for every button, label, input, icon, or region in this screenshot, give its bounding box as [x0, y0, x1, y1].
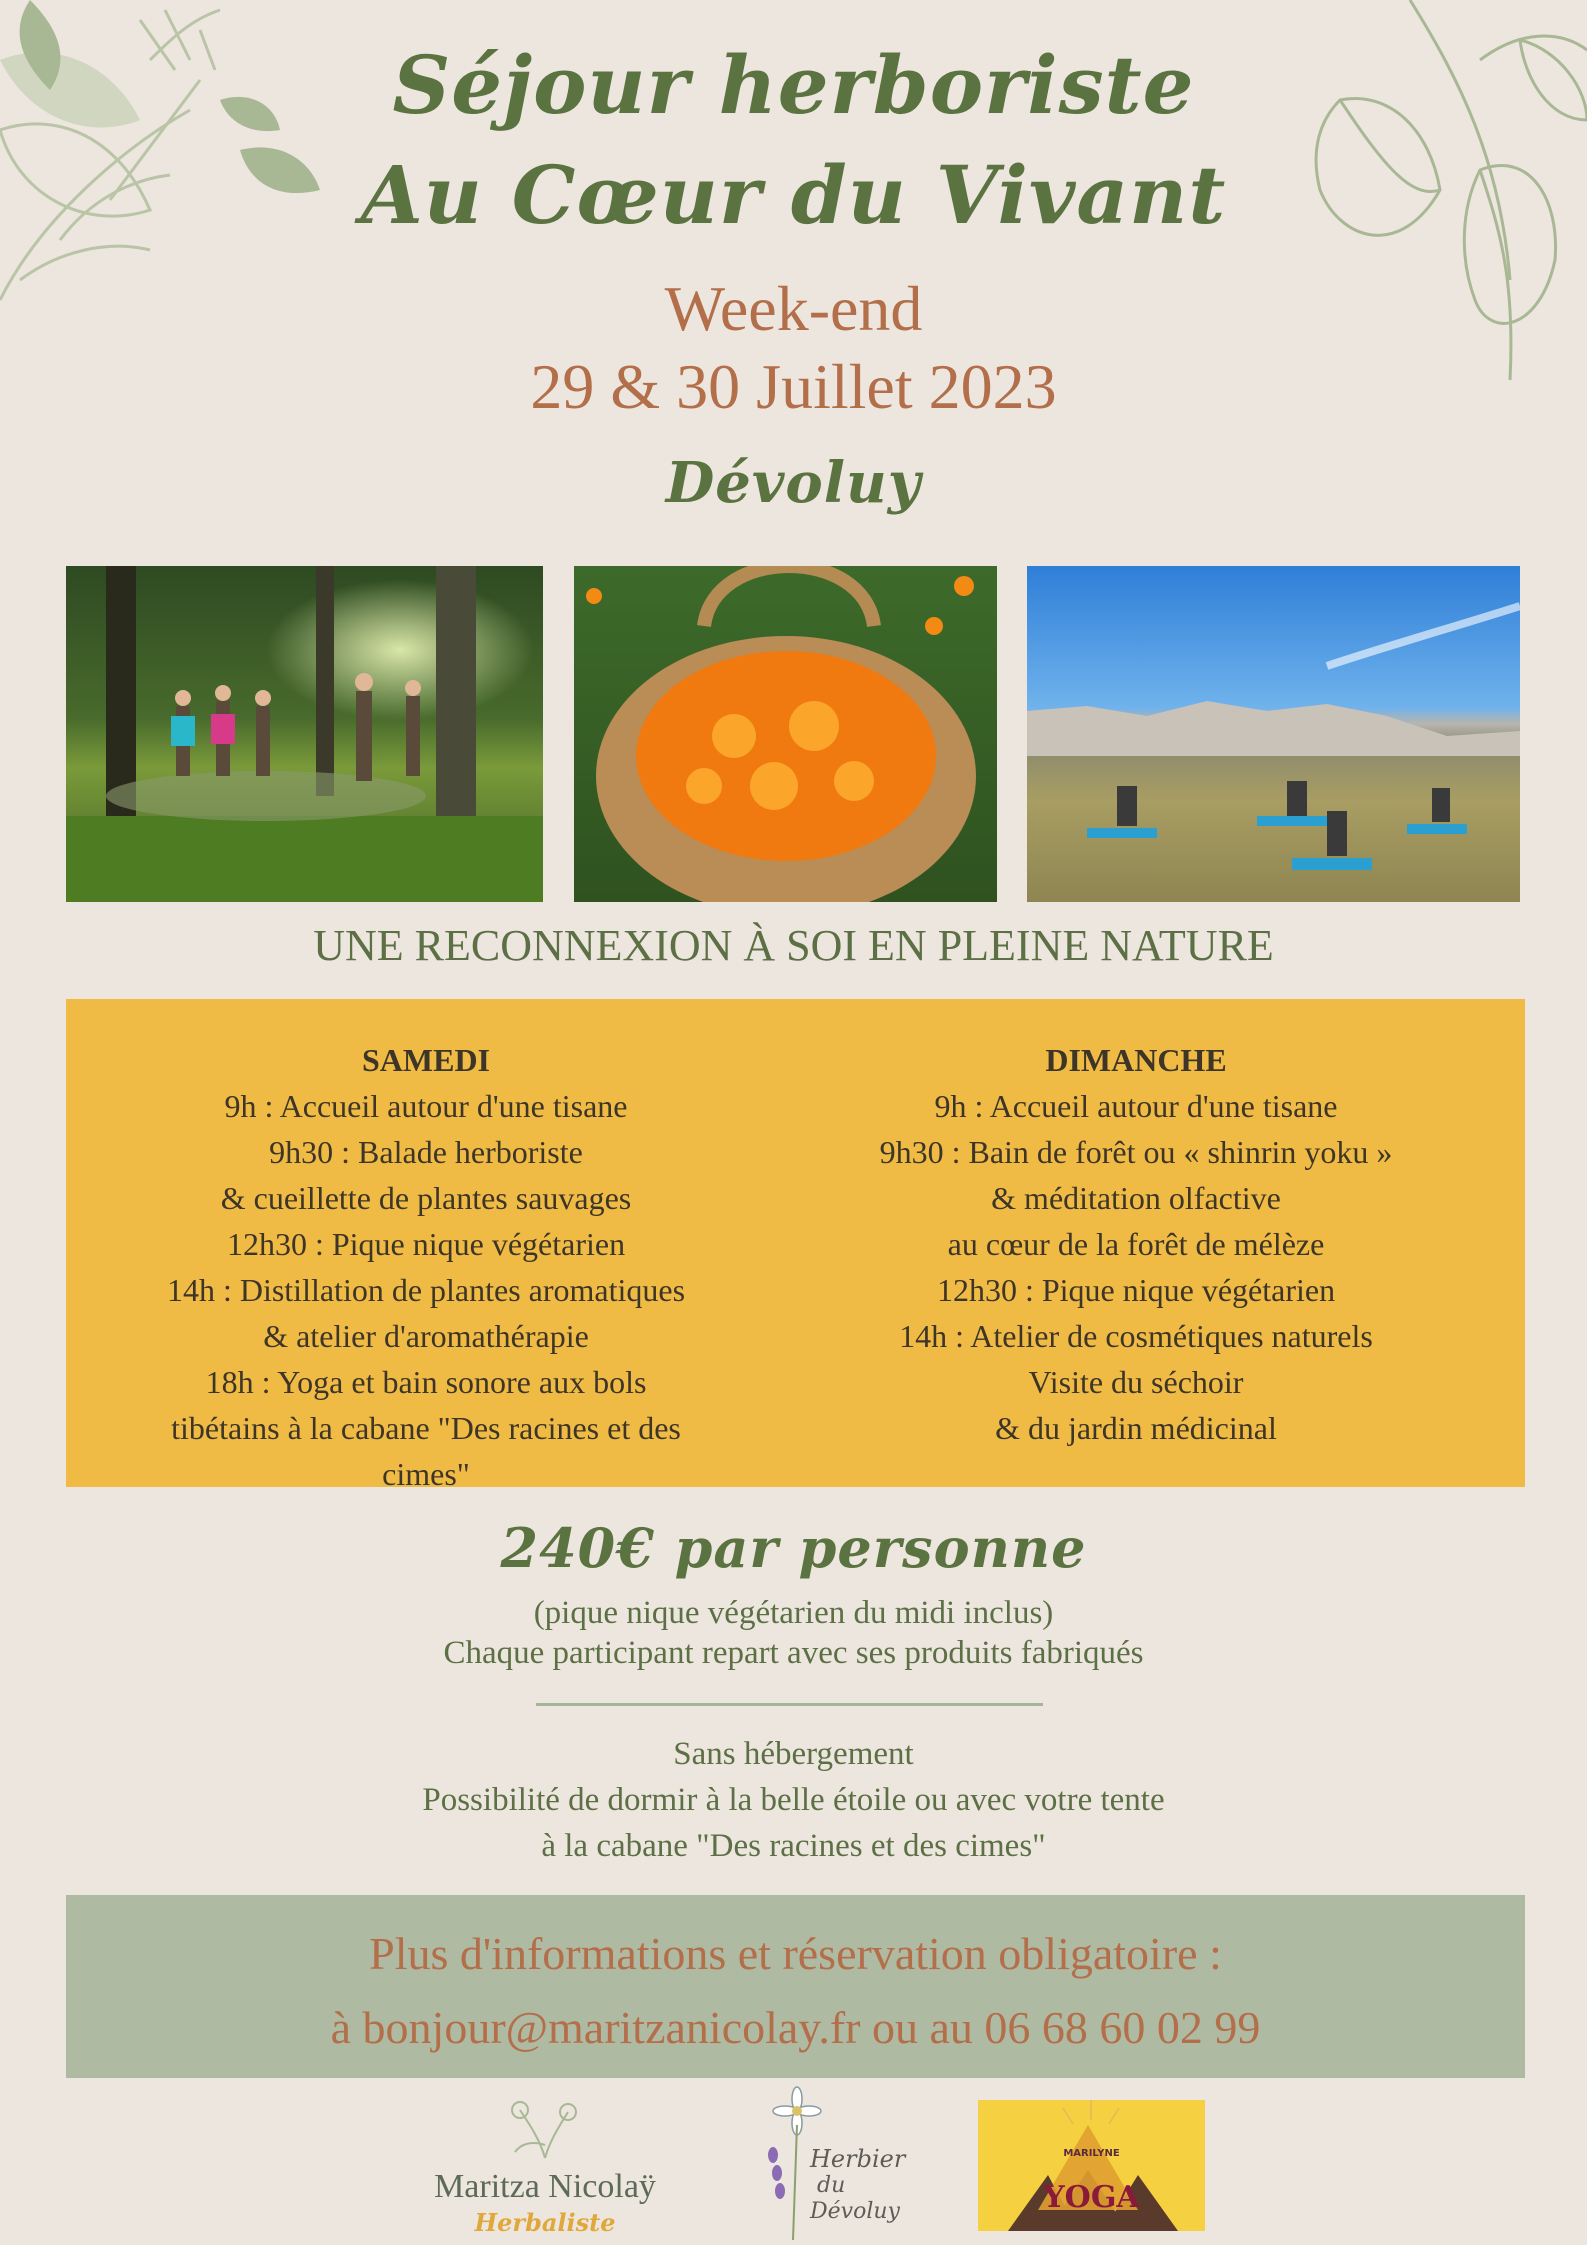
photo-calendula-basket — [574, 566, 997, 902]
yoga-top-label: MARILYNE — [1063, 2148, 1120, 2159]
program-box — [66, 999, 1525, 1492]
sunday-line: & méditation olfactive — [991, 1180, 1281, 1216]
saturday-line: & atelier d'aromathérapie — [263, 1318, 589, 1354]
event-date: 29 & 30 Juillet 2023 — [530, 351, 1057, 422]
saturday-line: & cueillette de plantes sauvages — [220, 1180, 632, 1216]
saturday-line: 9h30 : Balade herboriste — [269, 1134, 583, 1170]
sunday-line: & du jardin médicinal — [995, 1410, 1277, 1446]
yoga-main-label: YOGA — [1043, 2180, 1140, 2215]
sunday-heading: DIMANCHE — [1045, 1042, 1227, 1078]
price: 240€ par personne — [500, 1516, 1087, 1580]
tagline: UNE RECONNEXION À SOI EN PLEINE NATURE — [313, 921, 1274, 970]
lodging-line-3: à la cabane "Des racines et des cimes" — [541, 1828, 1046, 1864]
mountain-illustration — [1027, 566, 1520, 902]
saturday-line: 9h : Accueil autour d'une tisane — [224, 1088, 628, 1124]
herbier-line-3: Dévoluy — [810, 2199, 900, 2224]
maritza-sub: Herbaliste — [474, 2208, 616, 2237]
sunday-line: 12h30 : Pique nique végétarien — [936, 1272, 1336, 1308]
herbier-line-1: Herbier — [810, 2145, 906, 2173]
yoga-logo — [978, 2100, 1205, 2231]
sunday-line: 9h30 : Bain de forêt ou « shinrin yoku » — [879, 1134, 1393, 1170]
maritza-name: Maritza Nicolaÿ — [434, 2168, 656, 2205]
title-line-1: Séjour herboriste — [392, 38, 1195, 132]
sunday-line: au cœur de la forêt de mélèze — [947, 1226, 1325, 1262]
herbier-line-2: du — [817, 2173, 846, 2198]
sunday-line: Visite du séchoir — [1028, 1364, 1244, 1400]
sunday-column — [826, 1037, 1446, 1451]
title-line-2: Au Cœur du Vivant — [360, 148, 1227, 242]
divider — [536, 1703, 1043, 1706]
photo-forest-group — [66, 566, 543, 902]
sunday-line: 14h : Atelier de cosmétiques naturels — [899, 1318, 1373, 1354]
saturday-line: tibétains à la cabane "Des racines et des — [171, 1410, 681, 1446]
herbier-logo — [755, 2085, 905, 2240]
saturday-line: 18h : Yoga et bain sonore aux bols — [205, 1364, 647, 1400]
contact-box — [66, 1895, 1525, 2078]
lodging-line-2: Possibilité de dormir à la belle étoile ou avec votre tente — [422, 1782, 1165, 1818]
weekend-label: Week-end — [664, 273, 923, 344]
saturday-column — [106, 1037, 746, 1497]
price-note-products: Chaque participant repart avec ses produits fabriqués — [443, 1635, 1144, 1671]
maritza-logo — [400, 2100, 690, 2240]
saturday-line: cimes" — [382, 1456, 470, 1492]
forest-people-illustration — [66, 566, 543, 902]
price-note-lunch: (pique nique végétarien du midi inclus) — [533, 1595, 1054, 1631]
lodging-line-1: Sans hébergement — [673, 1736, 914, 1772]
contact-line-2[interactable]: à bonjour@maritzanicolay.fr ou au 06 68 60 02 99 — [330, 2002, 1261, 2053]
sunday-line: 9h : Accueil autour d'une tisane — [934, 1088, 1338, 1124]
saturday-line: 12h30 : Pique nique végétarien — [226, 1226, 626, 1262]
saturday-line: 14h : Distillation de plantes aromatiques — [166, 1272, 686, 1308]
basket-illustration — [574, 566, 997, 902]
flower-icon — [400, 2100, 690, 2160]
photo-mountain-yoga — [1027, 566, 1520, 902]
contact-line-1: Plus d'informations et réservation obligatoire : — [369, 1928, 1222, 1979]
saturday-heading: SAMEDI — [361, 1042, 490, 1078]
event-location: Dévoluy — [665, 450, 922, 516]
